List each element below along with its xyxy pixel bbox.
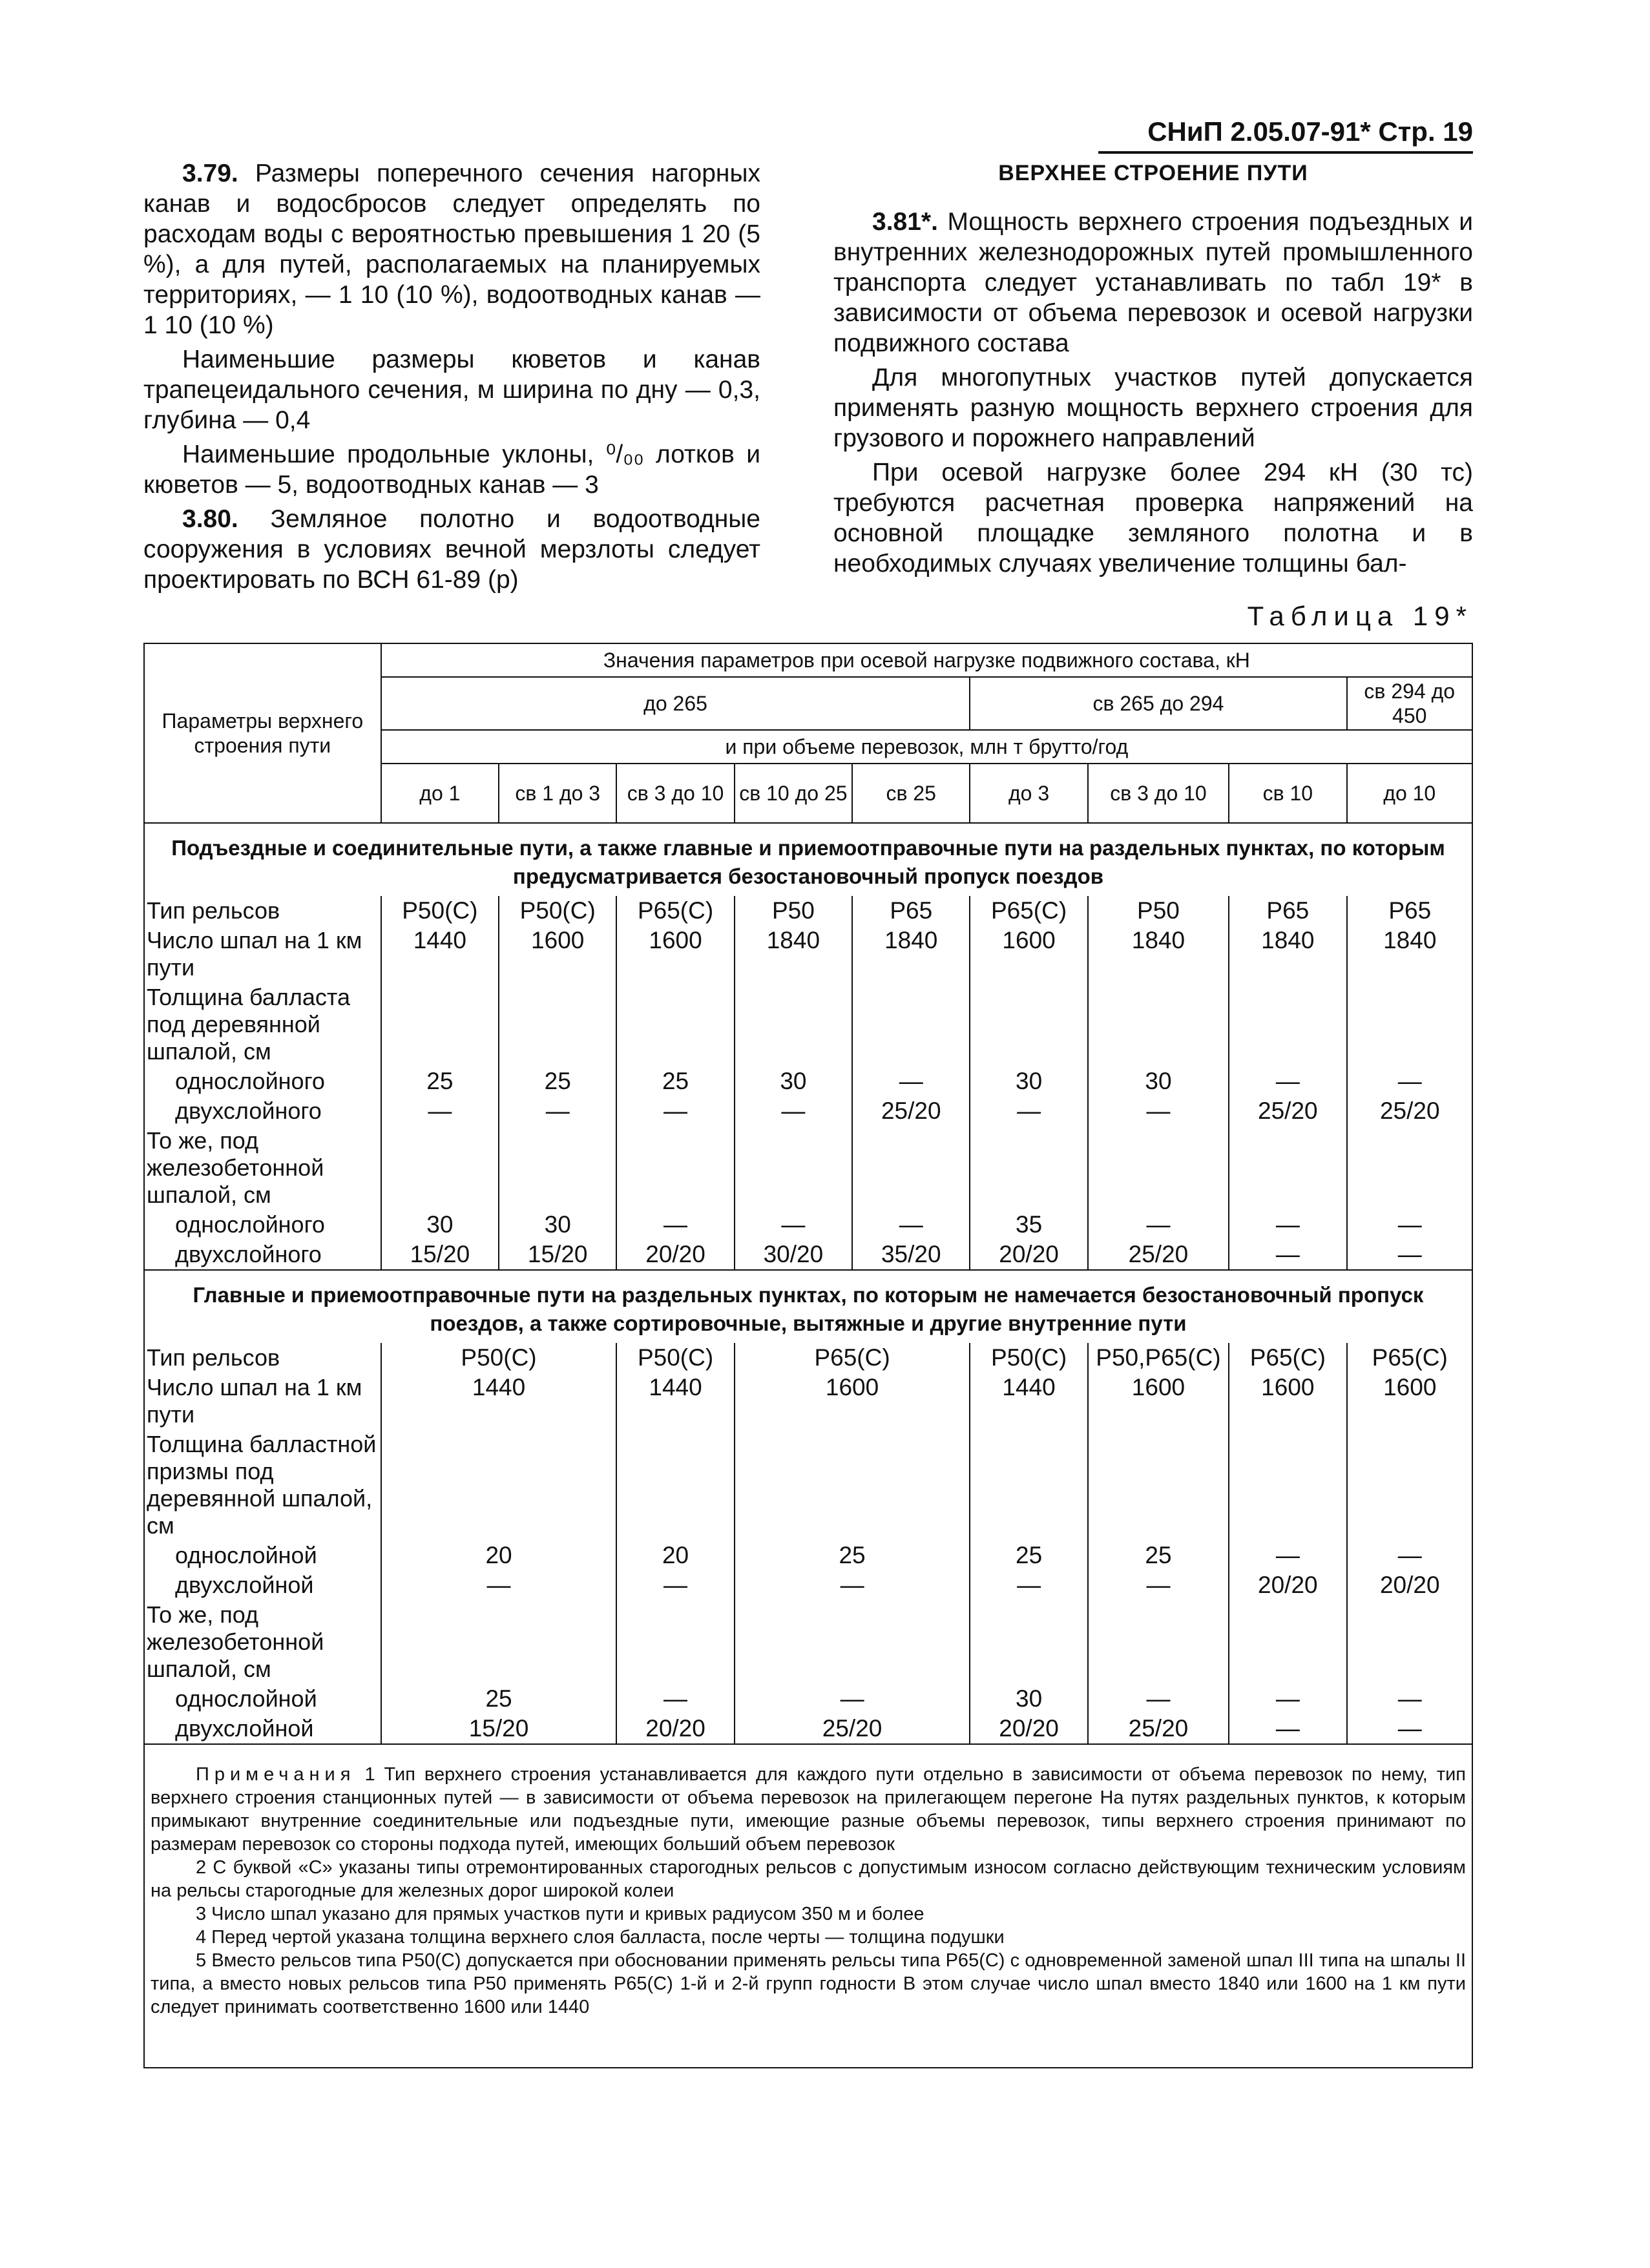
table-cell: 15/20 <box>499 1240 616 1270</box>
table-cell: — <box>1088 1684 1229 1714</box>
table-cell <box>970 1600 1087 1684</box>
table-cell: 15/20 <box>381 1240 499 1270</box>
table-cell: — <box>1229 1541 1346 1570</box>
table-cell <box>1229 983 1346 1066</box>
volume-range: св 25 <box>852 764 970 823</box>
table-cell: — <box>735 1570 970 1600</box>
row-label: двухслойной <box>175 1715 314 1742</box>
right-column <box>833 158 1473 583</box>
paragraph-3-79 <box>143 158 760 340</box>
table-cell: Р65 <box>1229 896 1346 926</box>
table-row <box>144 1541 1472 1570</box>
table-cell: Р65(С) <box>735 1343 970 1373</box>
note-text: 1 Тип верхнего строения устанавливается для каждого пути отдельно в зависимости от объема перевозок по нему, тип верхнего строения станционных путей — в зависимости от объема перевозок на прилегающем перегоне На путях раздельных пунктов, к которым примыкают внутренние соединительные или подъездные пути, имеющие разные объемы перевозок, типы верхнего строения принимают по размерам перевозок со стороны подхода путей, имеющих больший объем перевозок <box>151 1764 1467 1855</box>
table-cell <box>381 1126 499 1210</box>
note-item <box>151 1856 1466 1902</box>
clause-number: 3.79. <box>182 160 238 187</box>
values-header: Значения параметров при осевой нагрузке подвижного состава, кН <box>381 643 1472 677</box>
table-cell: 35 <box>970 1210 1087 1240</box>
table-cell <box>1229 1430 1346 1541</box>
clause-number: 3.81*. <box>872 208 938 236</box>
table-cell <box>499 1126 616 1210</box>
table-cell <box>381 1430 617 1541</box>
table-cell <box>381 983 499 1066</box>
permille-unit: ⁰/₀₀ <box>605 441 644 468</box>
table-cell: — <box>1229 1066 1346 1096</box>
table-cell: 20 <box>381 1541 617 1570</box>
table-row <box>144 1714 1472 1744</box>
table-cell: 20/20 <box>1229 1570 1346 1600</box>
row-label: Тип рельсов <box>147 1344 280 1371</box>
table-cell: 25 <box>616 1066 734 1096</box>
paragraph-3-81 <box>833 207 1473 359</box>
table-cell: 30 <box>970 1684 1087 1714</box>
row-label: однослойной <box>175 1685 317 1712</box>
table-cell: 25/20 <box>1088 1714 1229 1744</box>
table-row <box>144 1126 1472 1210</box>
table-row <box>144 983 1472 1066</box>
paragraph-multitrack: Для многопутных участков путей допускается применять разную мощность верхнего строения для грузового и порожнего направлений <box>833 364 1473 452</box>
note-item <box>151 1949 1466 2019</box>
table-cell: 25/20 <box>1229 1096 1346 1126</box>
slopes-text-end: лотков и кюветов — 5, водоотводных канав — 3 <box>143 441 760 499</box>
table-cell: Р65(С) <box>616 896 734 926</box>
table-cell <box>381 1600 617 1684</box>
table-cell: — <box>1088 1210 1229 1240</box>
table-row <box>144 1066 1472 1096</box>
paragraph-axle-load: При осевой нагрузке более 294 кН (30 тс) требуются расчетная проверка напряжений на основной площадке земляного полотна и в необходимых случаях увеличение толщины бал- <box>833 459 1473 577</box>
table-cell: 1440 <box>616 1373 734 1430</box>
note-item <box>151 1763 1466 1856</box>
clause-number: 3.80. <box>182 505 238 533</box>
table-cell <box>735 1430 970 1541</box>
table-cell: 25 <box>381 1066 499 1096</box>
table-cell: 30 <box>970 1066 1087 1096</box>
table-cell: 1600 <box>735 1373 970 1430</box>
table-cell: — <box>616 1096 734 1126</box>
table-cell: 30/20 <box>735 1240 852 1270</box>
table-cell: — <box>1229 1684 1346 1714</box>
table-caption: Таблица 19* <box>1247 601 1473 631</box>
paragraph-slopes <box>143 439 760 500</box>
table-cell: — <box>616 1210 734 1240</box>
volume-range: до 3 <box>970 764 1087 823</box>
table-cell <box>970 983 1087 1066</box>
table-cell: — <box>1088 1096 1229 1126</box>
table-cell <box>1347 1600 1473 1684</box>
table-cell: 30 <box>1088 1066 1229 1096</box>
table-cell: 20/20 <box>616 1714 734 1744</box>
clause-text: Мощность верхнего строения подъездных и внутренних железнодорожных путей промышленного транспорта следует устанавливать по табл 19* в зависимости от объема перевозок и осевой нагрузки подвижного состава <box>833 208 1473 357</box>
table-row <box>144 896 1472 926</box>
table-cell: Р50(С) <box>970 1343 1087 1373</box>
table-row <box>144 1210 1472 1240</box>
table-row <box>144 1430 1472 1541</box>
table-cell: 30 <box>499 1210 616 1240</box>
table-cell: — <box>1229 1240 1346 1270</box>
table-cell: 1600 <box>970 926 1087 983</box>
volume-range: св 3 до 10 <box>1088 764 1229 823</box>
row-label: Толщина балласта под деревянной шпалой, см <box>147 984 350 1065</box>
table-cell: 25/20 <box>1347 1096 1473 1126</box>
table-cell: 20/20 <box>970 1714 1087 1744</box>
table-cell <box>1088 1126 1229 1210</box>
table-cell <box>1229 1126 1346 1210</box>
row-label: двухслойного <box>175 1098 322 1124</box>
table-row <box>144 1600 1472 1684</box>
table-cell: Р50(С) <box>499 896 616 926</box>
table-cell: Р50 <box>735 896 852 926</box>
table-cell: Р50(С) <box>616 1343 734 1373</box>
group-title: Главные и приемоотправочные пути на раздельных пунктах, по которым не намечается безостановочный пропуск поездов, а также сортировочные, вытяжные и другие внутренние пути <box>144 1270 1472 1343</box>
table-cell: 25 <box>499 1066 616 1096</box>
table-cell: 1840 <box>1347 926 1473 983</box>
table-cell: — <box>616 1684 734 1714</box>
param-header: Параметры верхнего строения пути <box>144 643 381 823</box>
table-cell: Р50(С) <box>381 896 499 926</box>
table-cell: Р50 <box>1088 896 1229 926</box>
row-label: двухслойной <box>175 1572 314 1598</box>
table-cell: — <box>1347 1684 1473 1714</box>
table-cell: 25 <box>970 1541 1087 1570</box>
table-cell: 30 <box>735 1066 852 1096</box>
table-cell: — <box>735 1684 970 1714</box>
table-cell: — <box>381 1096 499 1126</box>
table-cell: 1600 <box>499 926 616 983</box>
section-title: ВЕРХНЕЕ СТРОЕНИЕ ПУТИ <box>998 161 1308 185</box>
table-cell: 1840 <box>852 926 970 983</box>
table-cell: — <box>1229 1210 1346 1240</box>
table-cell: 25 <box>381 1684 617 1714</box>
table-cell <box>735 983 852 1066</box>
note-text: 2 С буквой «С» указаны типы отремонтированных старогодных рельсов с допустимым износом согласно действующим техническим условиям на рельсы старогодные для железных дорог широкой колеи <box>151 1857 1466 1901</box>
table-cell: 25 <box>1088 1541 1229 1570</box>
slopes-text: Наименьшие продольные уклоны, <box>182 441 606 468</box>
table-cell: Р65 <box>1347 896 1473 926</box>
paragraph-3-80 <box>143 504 760 595</box>
clause-text: Размеры поперечного сечения нагорных канав и водосбросов следует определять по расходам воды с вероятностью превышения 1 20 (5 %), а для путей, располагаемых на планируемых территориях, — 1 10 (10 %), водоотводных канав — 1 10 (10 %) <box>143 160 760 339</box>
table-cell: 15/20 <box>381 1714 617 1744</box>
table-notes <box>144 1744 1472 2024</box>
table-cell: Р65 <box>852 896 970 926</box>
note-text: 5 Вместо рельсов типа Р50(С) допускается при обосновании применять рельсы типа Р65(С) с одновременной заменой шпал III типа на шпалы II типа, а вместо новых рельсов типа Р50 применять Р65(С) 1-й и 2-й групп годности В этом случае число шпал вместо 1840 или 1600 на 1 км пути следует принимать соответственно 1600 или 1440 <box>151 1950 1466 2017</box>
left-column <box>143 158 760 599</box>
table-cell: — <box>616 1570 734 1600</box>
table-cell <box>499 983 616 1066</box>
table-cell: 1600 <box>1347 1373 1473 1430</box>
table-cell: Р65(С) <box>1347 1343 1473 1373</box>
table-cell <box>616 1430 734 1541</box>
table-cell: 1600 <box>1229 1373 1346 1430</box>
table-cell <box>1088 983 1229 1066</box>
table-row <box>144 1240 1472 1270</box>
table-cell: — <box>1347 1541 1473 1570</box>
paragraph-ditch-sizes: Наименьшие размеры кюветов и канав трапецеидального сечения, м ширина по дну — 0,3, глубина — 0,4 <box>143 346 760 434</box>
table-row <box>144 1373 1472 1430</box>
table-row <box>144 926 1472 983</box>
table-cell <box>616 983 734 1066</box>
table-cell: 1440 <box>381 926 499 983</box>
table-cell <box>735 1126 852 1210</box>
table-cell: — <box>735 1210 852 1240</box>
table-cell: — <box>1347 1240 1473 1270</box>
table-cell: 1840 <box>1088 926 1229 983</box>
table-cell: — <box>852 1066 970 1096</box>
row-label: Число шпал на 1 км пути <box>147 1374 362 1428</box>
table-19 <box>143 643 1473 2024</box>
table-cell: 20/20 <box>1347 1570 1473 1600</box>
table-cell <box>1347 983 1473 1066</box>
table-cell <box>852 983 970 1066</box>
page-header: СНиП 2.05.07-91* Стр. 19 <box>1098 116 1473 154</box>
load-range: св 294 до 450 <box>1347 677 1473 730</box>
table-row <box>144 1343 1472 1373</box>
row-label: однослойной <box>175 1542 317 1568</box>
table-cell: 1840 <box>735 926 852 983</box>
table-cell <box>1088 1600 1229 1684</box>
table-cell: 25/20 <box>735 1714 970 1744</box>
table-cell: 25/20 <box>1088 1240 1229 1270</box>
note-item <box>151 1926 1466 1949</box>
table-cell: 1600 <box>1088 1373 1229 1430</box>
table-cell <box>616 1600 734 1684</box>
table-cell <box>735 1600 970 1684</box>
table-cell: 1840 <box>1229 926 1346 983</box>
table-cell <box>1088 1430 1229 1541</box>
row-label: То же, под железобетонной шпалой, см <box>147 1127 324 1208</box>
table-cell: 25 <box>735 1541 970 1570</box>
note-text: 3 Число шпал указано для прямых участков пути и кривых радиусом 350 м и более <box>196 1904 924 1924</box>
load-range: св 265 до 294 <box>970 677 1346 730</box>
table-cell: — <box>970 1096 1087 1126</box>
volume-range: св 10 <box>1229 764 1346 823</box>
row-label: однослойного <box>175 1068 325 1094</box>
table-cell: 1600 <box>616 926 734 983</box>
table-cell: — <box>1347 1210 1473 1240</box>
volume-range: до 1 <box>381 764 499 823</box>
table-cell: 20/20 <box>970 1240 1087 1270</box>
volume-range: св 10 до 25 <box>735 764 852 823</box>
row-label: Тип рельсов <box>147 897 280 924</box>
clause-text: Земляное полотно и водоотводные сооружения в условиях вечной мерзлоты следует проектировать по ВСН 61-89 (р) <box>143 505 760 594</box>
table-cell: 1440 <box>381 1373 617 1430</box>
volume-range: до 10 <box>1347 764 1473 823</box>
table-cell <box>616 1126 734 1210</box>
row-label: однослойного <box>175 1211 325 1238</box>
table-cell: Р50(С) <box>381 1343 617 1373</box>
row-label: Число шпал на 1 км пути <box>147 927 362 981</box>
table-cell: — <box>1229 1714 1346 1744</box>
table-cell: Р65(С) <box>1229 1343 1346 1373</box>
table-cell: 30 <box>381 1210 499 1240</box>
volume-range: св 1 до 3 <box>499 764 616 823</box>
volume-range: св 3 до 10 <box>616 764 734 823</box>
table-cell: 1440 <box>970 1373 1087 1430</box>
row-label: То же, под железобетонной шпалой, см <box>147 1601 324 1682</box>
note-item <box>151 1902 1466 1926</box>
table-cell: — <box>1347 1066 1473 1096</box>
notes-label: Примечания <box>196 1764 356 1785</box>
table-row <box>144 1684 1472 1714</box>
volume-header: и при объеме перевозок, млн т брутто/год <box>381 730 1472 764</box>
table-cell <box>1229 1600 1346 1684</box>
table-cell: — <box>852 1210 970 1240</box>
table-cell: — <box>735 1096 852 1126</box>
table-row <box>144 1096 1472 1126</box>
table-cell: Р65(С) <box>970 896 1087 926</box>
group-title: Подъездные и соединительные пути, а также главные и приемоотправочные пути на раздельных пунктах, по которым предусматривается безостановочный пропуск поездов <box>144 823 1472 896</box>
table-cell: 20/20 <box>616 1240 734 1270</box>
table-cell: — <box>1347 1714 1473 1744</box>
load-range: до 265 <box>381 677 970 730</box>
note-text: 4 Перед чертой указана толщина верхнего слоя балласта, после черты — толщина подушки <box>196 1927 1005 1948</box>
table-cell: — <box>381 1570 617 1600</box>
table-cell: — <box>1088 1570 1229 1600</box>
table-cell: — <box>970 1570 1087 1600</box>
row-label: двухслойного <box>175 1241 322 1267</box>
table-cell <box>1347 1430 1473 1541</box>
table-cell <box>970 1126 1087 1210</box>
row-label: Толщина балластной призмы под деревянной шпалой, см <box>147 1431 377 1539</box>
table-cell <box>1347 1126 1473 1210</box>
table-cell: 20 <box>616 1541 734 1570</box>
table-cell <box>970 1430 1087 1541</box>
table-cell: — <box>499 1096 616 1126</box>
table-row <box>144 1570 1472 1600</box>
table-cell: Р50,Р65(С) <box>1088 1343 1229 1373</box>
table-cell: 25/20 <box>852 1096 970 1126</box>
table-cell: 35/20 <box>852 1240 970 1270</box>
table-cell <box>852 1126 970 1210</box>
